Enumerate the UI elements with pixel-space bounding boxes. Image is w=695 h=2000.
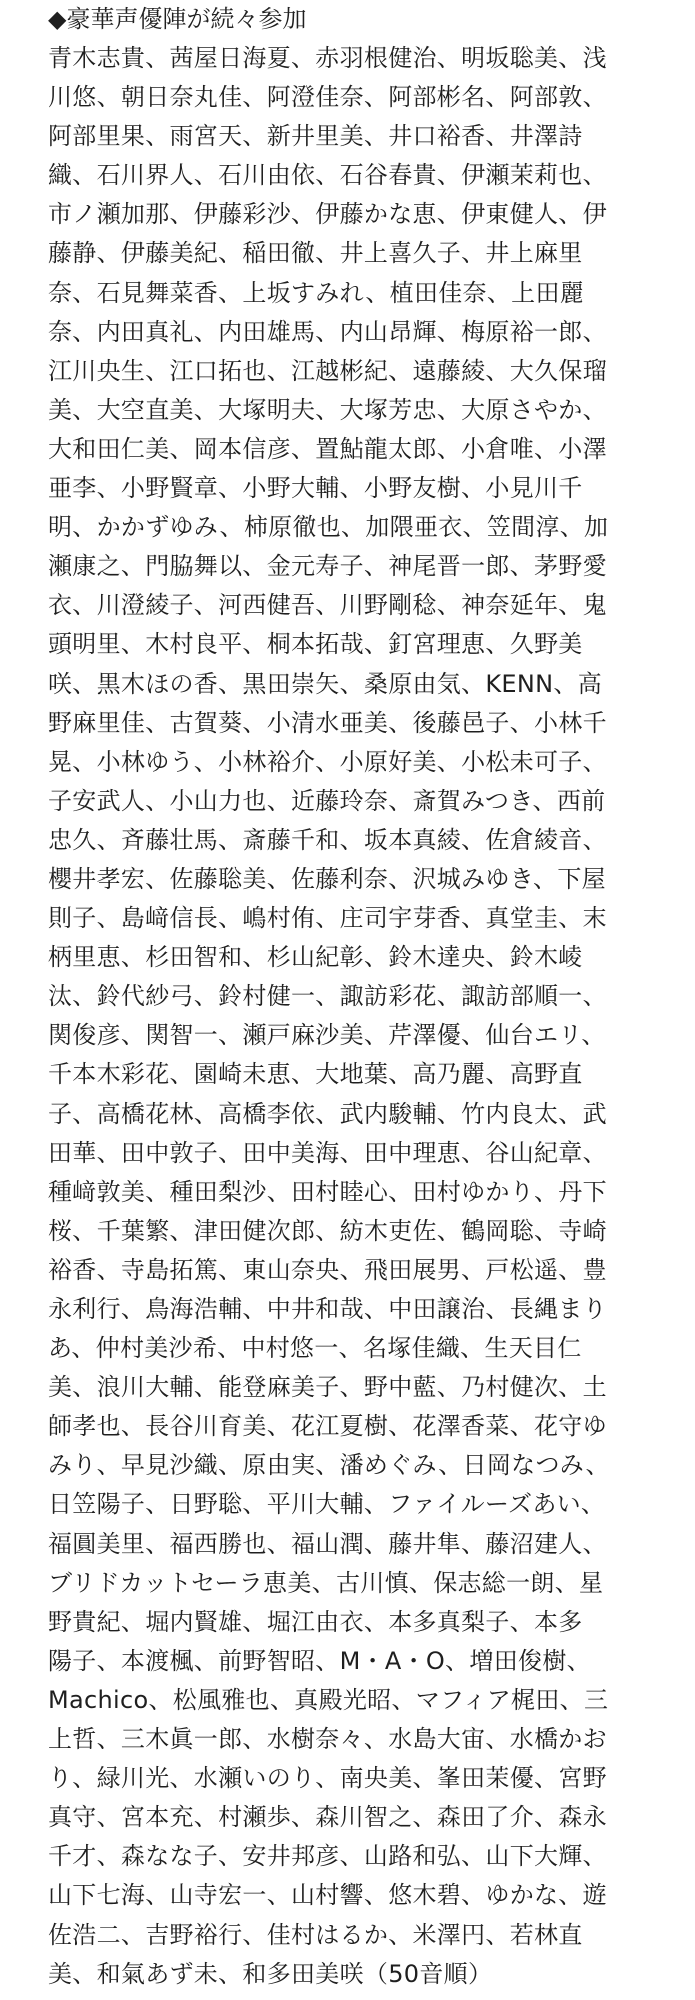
cast-list-line: 柄里恵、杉田智和、杉山紀彰、鈴木達央、鈴木崚 (48, 943, 583, 972)
cast-list-line: 永利行、鳥海浩輔、中井和哉、中田譲治、長縄まり (48, 1295, 607, 1323)
cast-list-line: 佐浩二、吉野裕行、佳村はるか、米澤円、若林直 (48, 1920, 583, 1949)
cast-list-line: 野貴紀、堀内賢雄、堀江由衣、本多真梨子、本多 (48, 1607, 583, 1636)
cast-list-line: 子、高橋花林、高橋李依、武内駿輔、竹内良太、武 (48, 1099, 607, 1128)
cast-list-line: 市ノ瀬加那、伊藤彩沙、伊藤かな恵、伊東健人、伊 (48, 200, 607, 229)
cast-list-line: 阿部里果、雨宮天、新井里美、井口裕香、井澤詩 (48, 122, 583, 151)
cast-list-line: 日笠陽子、日野聡、平川大輔、ファイルーズあい、 (48, 1490, 606, 1519)
cast-list-line: 織、石川界人、石川由依、石谷春貴、伊瀬茉莉也、 (48, 161, 607, 190)
cast-list-line: 師孝也、長谷川育美、花江夏樹、花澤香菜、花守ゆ (48, 1412, 607, 1441)
cast-list-line: 川悠、朝日奈丸佳、阿澄佳奈、阿部彬名、阿部敦、 (48, 83, 607, 112)
cast-list-line: 種﨑敦美、種田梨沙、田村睦心、田村ゆかり、丹下 (48, 1177, 607, 1206)
cast-list-line: ブリドカットセーラ恵美、古川慎、保志総一朗、星 (48, 1568, 604, 1597)
cast-list-line: 頭明里、木村良平、桐本拓哉、釘宮理恵、久野美 (48, 630, 583, 659)
cast-list-line: あ、仲村美沙希、中村悠一、名塚佳織、生天目仁 (48, 1334, 582, 1363)
cast-list-line: 桜、千葉繁、津田健次郎、紡木吏佐、鶴岡聡、寺崎 (48, 1216, 607, 1245)
cast-list-line: 裕香、寺島拓篤、東山奈央、飛田展男、戸松遥、豊 (48, 1255, 607, 1284)
cast-list-line: 福圓美里、福西勝也、福山潤、藤井隼、藤沼建人、 (48, 1529, 607, 1558)
cast-list-line: 江川央生、江口拓也、江越彬紀、遠藤綾、大久保瑠 (48, 356, 607, 385)
cast-list-line: 関俊彦、関智一、瀬戸麻沙美、芹澤優、仙台エリ、 (48, 1021, 606, 1050)
cast-list-line: 奈、石見舞菜香、上坂すみれ、植田佳奈、上田麗 (48, 278, 585, 307)
cast-list-line: 陽子、本渡楓、前野智昭、M・A・O、増田俊樹、 (48, 1646, 591, 1675)
cast-list-line: Machico、松風雅也、真殿光昭、マフィア梶田、三 (48, 1685, 609, 1714)
cast-list-line: 衣、川澄綾子、河西健吾、川野剛稔、神奈延年、鬼 (48, 591, 607, 620)
cast-list-line: 瀬康之、門脇舞以、金元寿子、神尾晋一郎、茅野愛 (48, 552, 607, 581)
cast-list-line: 子安武人、小山力也、近藤玲奈、斎賀みつき、西前 (48, 786, 606, 815)
cast-list-line: 則子、島﨑信長、嶋村侑、庄司宇芽香、真堂圭、末 (48, 904, 607, 933)
cast-list-line: 千才、森なな子、安井邦彦、山路和弘、山下大輝、 (48, 1842, 607, 1871)
cast-list-line: 櫻井孝宏、佐藤聡美、佐藤利奈、沢城みゆき、下屋 (48, 864, 606, 893)
cast-list-line: 晃、小林ゆう、小林裕介、小原好美、小松未可子、 (48, 747, 607, 776)
cast-list-line: 汰、鈴代紗弓、鈴村健一、諏訪彩花、諏訪部順一、 (48, 982, 607, 1011)
cast-list-line: 山下七海、山寺宏一、山村響、悠木碧、ゆかな、遊 (48, 1881, 607, 1910)
cast-list-line: り、緑川光、水瀬いのり、南央美、峯田茉優、宮野 (48, 1764, 607, 1793)
cast-list-line: 真守、宮本充、村瀬歩、森川智之、森田了介、森永 (48, 1803, 607, 1832)
cast-list-line: 咲、黒木ほの香、黒田崇矢、桑原由気、KENN、高 (48, 669, 603, 698)
cast-list-line: みり、早見沙織、原由実、潘めぐみ、日岡なつみ、 (48, 1451, 610, 1480)
cast-list-line: 野麻里佳、古賀葵、小清水亜美、後藤邑子、小林千 (48, 708, 607, 737)
cast-list-line: 田華、田中敦子、田中美海、田中理恵、谷山紀章、 (48, 1138, 607, 1167)
cast-list-line: 藤静、伊藤美紀、稲田徹、井上喜久子、井上麻里 (48, 239, 583, 268)
voice-cast-list (48, 39, 647, 1994)
cast-list-line: 明、かかずゆみ、柿原徹也、加隈亜衣、笠間淳、加 (48, 513, 609, 542)
cast-list-line: 亜李、小野賢章、小野大輔、小野友樹、小見川千 (48, 474, 583, 503)
cast-list-line: 千本木彩花、園崎未恵、大地葉、高乃麗、高野直 (48, 1060, 583, 1089)
cast-list-line: 美、浪川大輔、能登麻美子、野中藍、乃村健次、土 (48, 1373, 607, 1402)
cast-list-line: 奈、内田真礼、内田雄馬、内山昂輝、梅原裕一郎、 (48, 317, 607, 346)
cast-list-line: 青木志貴、茜屋日海夏、赤羽根健治、明坂聡美、浅 (48, 44, 607, 72)
cast-list-line: 忠久、斉藤壮馬、斎藤千和、坂本真綾、佐倉綾音、 (48, 825, 607, 854)
cast-list-line: 美、和氣あず未、和多田美咲（50音順） (48, 1959, 493, 1988)
section-heading: ◆豪華声優陣が続々参加 (48, 5, 307, 33)
cast-list-line: 上哲、三木眞一郎、水樹奈々、水島大宙、水橋かお (48, 1725, 607, 1754)
cast-list-line: 美、大空直美、大塚明夫、大塚芳忠、大原さやか、 (48, 395, 607, 424)
cast-list-line: 大和田仁美、岡本信彦、置鮎龍太郎、小倉唯、小澤 (48, 434, 607, 463)
